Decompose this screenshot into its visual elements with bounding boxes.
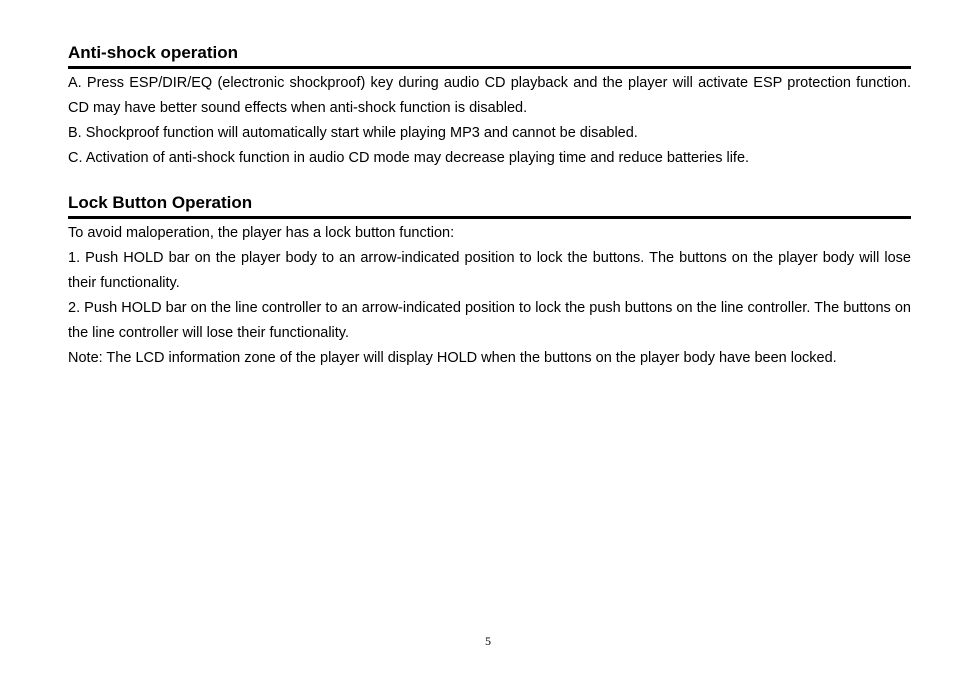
paragraph: B. Shockproof function will automatically start while playing MP3 and cannot be disabled. xyxy=(68,125,638,141)
section-body-anti-shock xyxy=(68,71,911,171)
paragraph: 1. Push HOLD bar on the player body to an arrow-indicated position to lock the buttons. The buttons on the player body will lose their functionality. xyxy=(68,250,911,291)
paragraph: 2. Push HOLD bar on the line controller to an arrow-indicated position to lock the push buttons on the line controller. The buttons on the line controller will lose their functionality. xyxy=(68,300,911,341)
section-heading-lock-button: Lock Button Operation xyxy=(68,192,911,219)
section-anti-shock xyxy=(68,42,911,171)
section-heading-anti-shock: Anti-shock operation xyxy=(68,42,911,69)
paragraph: A. Press ESP/DIR/EQ (electronic shockproof) key during audio CD playback and the player will activate ESP protection function. CD may have better sound effects when anti-shock function is disabled. xyxy=(68,75,911,116)
section-body-lock-button xyxy=(68,221,911,371)
page-number: 5 xyxy=(485,634,491,648)
paragraph: Note: The LCD information zone of the player will display HOLD when the buttons on the player body have been locked. xyxy=(68,350,837,366)
paragraph: To avoid maloperation, the player has a lock button function: xyxy=(68,225,455,241)
paragraph: C. Activation of anti-shock function in audio CD mode may decrease playing time and reduce batteries life. xyxy=(68,150,750,166)
section-lock-button xyxy=(68,192,911,371)
